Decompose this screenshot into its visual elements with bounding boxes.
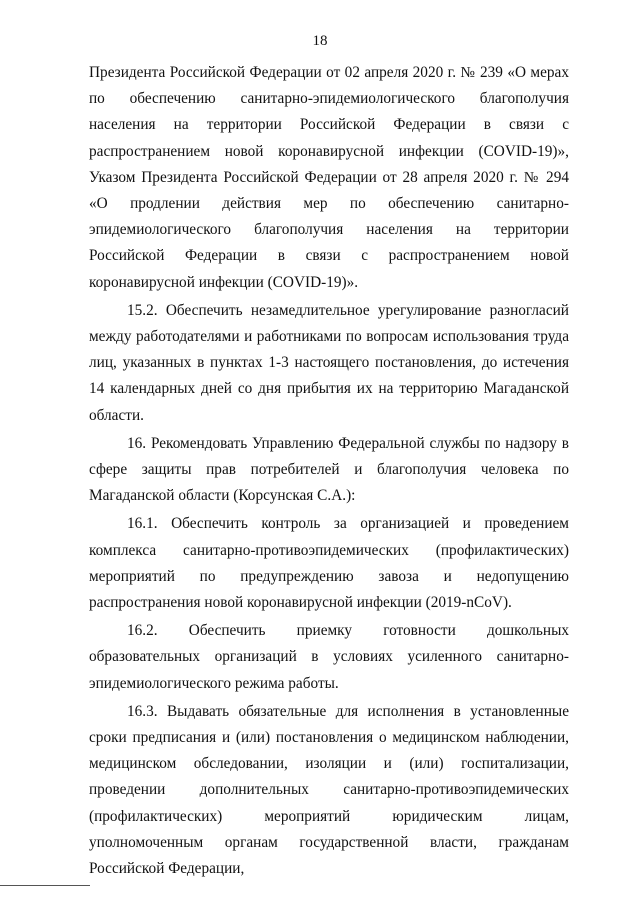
footnote-divider [0,885,90,886]
paragraph-16: 16. Рекомендовать Управлению Федеральной службы по надзору в сфере защиты прав потребителей и благополучия человека по Магаданской области (Корсунская С.А.): [89,434,569,505]
paragraph-16-3: 16.3. Выдавать обязательные для исполнения в установленные сроки предписания и (или) постановления о медицинском наблюдении, медицинском обследовании, изоляции и (или) госпитализации, проведении дополнительных санитарно-противоэпидемических (профилактических) мероприятий юридическим лицам, уполномоченным органам государственной власти, гражданам Российской Федерации, [89,702,569,878]
paragraph-15-2: 15.2. Обеспечить незамедлительное урегулирование разногласий между работодателями и работниками по вопросам использования труда лиц, указанных в пунктах 1-3 настоящего постановления, до истечения 14 календарных дней со дня прибытия их на территорию Магаданской области. [89,301,569,424]
paragraph-16-2: 16.2. Обеспечить приемку готовности дошкольных образовательных организаций в условиях усиленного санитарно-эпидемиологического режима работы. [89,622,569,692]
paragraph-16-1: 16.1. Обеспечить контроль за организацией и проведением комплекса санитарно-противоэпидемических (профилактических) мероприятий по предупреждению завоза и недопущению распространения новой коронавирусной инфекции (2019-nCoV). [89,515,569,612]
document-body [89,60,569,882]
paragraph-continuation: Президента Российской Федерации от 02 апреля 2020 г. № 239 «О мерах по обеспечению санитарно-эпидемиологического благополучия населения на территории Российской Федерации в связи с распространением новой коронавирусной инфекции (COVID-19)», Указом Президента Российской Федерации от 28 апреля 2020 г. № 294 «О продлении действия мер по обеспечению санитарно-эпидемиологического благополучия населения на территории Российской Федерации в связи с распространением новой коронавирусной инфекции (COVID-19)». [89,64,569,291]
page-number: 18 [312,33,328,49]
